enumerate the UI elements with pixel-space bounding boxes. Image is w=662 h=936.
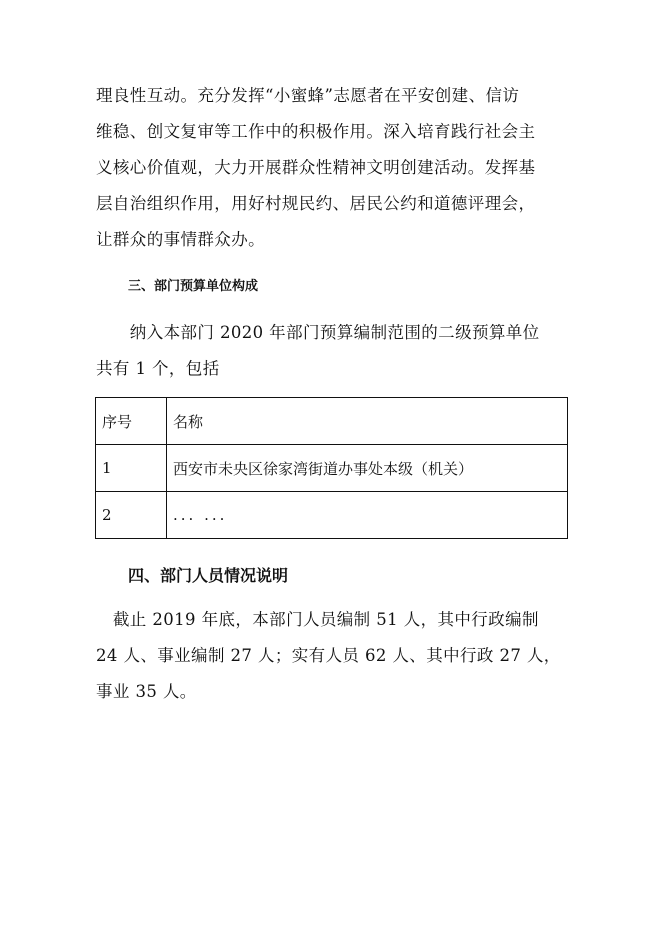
- paragraph-budget-units-intro: [96, 315, 576, 387]
- section-heading-staff: 四、部门人员情况说明: [128, 566, 289, 585]
- table-cell: 西安市未央区徐家湾街道办事处本级（机关）: [167, 445, 568, 492]
- text-line: 理良性互动。充分发挥“小蜜蜂”志愿者在平安创建、信访: [96, 86, 520, 105]
- text-line: 事业 35 人。: [96, 682, 197, 701]
- table-header-row: [96, 398, 568, 445]
- text-line: 24 人、事业编制 27 人；实有人员 62 人、其中行政 27 人，: [96, 646, 561, 665]
- text-line: 层自治组织作用，用好村规民约、居民公约和道德评理会，: [96, 194, 536, 213]
- section-heading-budget-units: 三、部门预算单位构成: [128, 279, 259, 294]
- table-cell: ... ...: [167, 492, 568, 539]
- text-line: 纳入本部门 2020 年部门预算编制范围的二级预算单位: [96, 323, 540, 342]
- budget-units-table: [95, 397, 568, 539]
- table-row: [96, 492, 568, 539]
- table-cell: 1: [96, 445, 167, 492]
- table-cell: 2: [96, 492, 167, 539]
- text-line: 义核心价值观，大力开展群众性精神文明创建活动。发挥基: [96, 158, 536, 177]
- text-line: 维稳、创文复审等工作中的积极作用。深入培育践行社会主: [96, 122, 536, 141]
- text-line: 截止 2019 年底，本部门人员编制 51 人，其中行政编制: [96, 610, 539, 629]
- table-header-cell: 序号: [96, 398, 167, 445]
- table-row: [96, 445, 568, 492]
- text-line: 共有 1 个，包括: [96, 359, 220, 378]
- paragraph-volunteer-activities: [96, 78, 576, 258]
- table-header-cell: 名称: [167, 398, 568, 445]
- paragraph-staff-details: [96, 602, 576, 710]
- text-line: 让群众的事情群众办。: [96, 230, 265, 249]
